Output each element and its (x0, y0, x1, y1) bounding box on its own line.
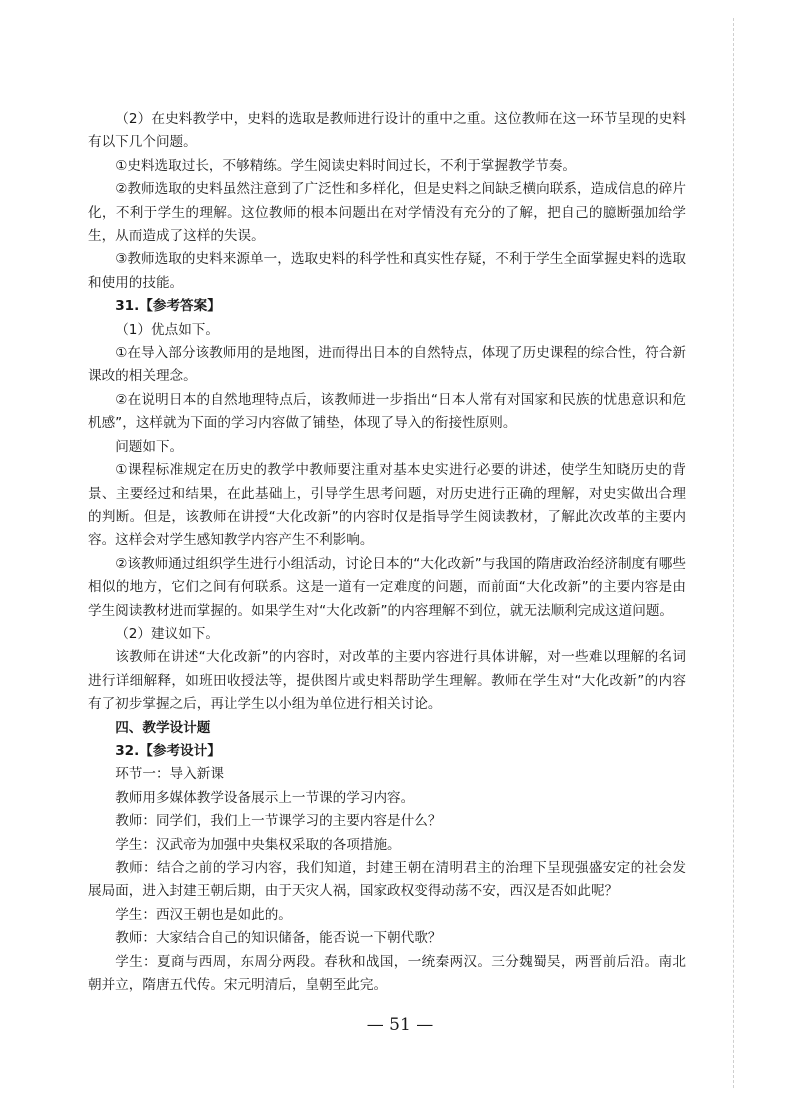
paragraph: ②教师选取的史料虽然注意到了广泛性和多样化，但是史料之间缺乏横向联系，造成信息的碎片化，不利于学生的理解。这位教师的根本问题出在对学情没有充分的了解，把自己的臆断强加给学生，从而造成了这样的失误。 (88, 181, 686, 245)
section-heading: 32.【参考设计】 (115, 742, 221, 759)
paragraph: （1）优点如下。 (115, 321, 219, 338)
paragraph: 教师：同学们，我们上一节课学习的主要内容是什么？ (115, 813, 442, 830)
paragraph: 学生：汉武帝为加强中央集权采取的各项措施。 (115, 836, 401, 853)
page-edge-line (733, 18, 734, 1088)
document-body (88, 108, 686, 997)
section-heading: 四、教学设计题 (115, 719, 211, 736)
paragraph: （2）在史料教学中，史料的选取是教师进行设计的重中之重。这位教师在这一环节呈现的史料有以下几个问题。 (88, 111, 686, 151)
paragraph: 学生：西汉王朝也是如此的。 (115, 906, 292, 923)
page-number: — 51 — (366, 1015, 434, 1035)
paragraph: 环节一：导入新课 (115, 766, 224, 783)
paragraph: 教师：大家结合自己的知识储备，能否说一下朝代歌？ (115, 930, 442, 947)
paragraph: 学生：夏商与西周，东周分两段。春秋和战国，一统秦两汉。三分魏蜀吴，两晋前后沿。南北朝并立，隋唐五代传。宋元明清后，皇朝至此完。 (88, 953, 686, 994)
paragraph: （2）建议如下。 (115, 625, 219, 642)
paragraph: ③教师选取的史料来源单一，选取史料的科学性和真实性存疑，不利于学生全面掌握史料的选取和使用的技能。 (88, 251, 686, 291)
paragraph: ①史料选取过长，不够精练。学生阅读史料时间过长，不利于掌握教学节奏。 (115, 157, 576, 174)
paragraph: 教师用多媒体教学设备展示上一节课的学习内容。 (115, 789, 415, 806)
paragraph: ②在说明日本的自然地理特点后，该教师进一步指出“日本人常有对国家和民族的忧患意识和危机感”，这样就为下面的学习内容做了铺垫，体现了导入的衔接性原则。 (88, 391, 686, 432)
paragraph: ①在导入部分该教师用的是地图，进而得出日本的自然特点，体现了历史课程的综合性，符合新课改的相关理念。 (88, 345, 686, 385)
paragraph: ②该教师通过组织学生进行小组活动，讨论日本的“大化改新”与我国的隋唐政治经济制度有哪些相似的地方，它们之间有何联系。这是一道有一定难度的问题，而前面“大化改新”的主要内容是由学生阅读教材进而掌握的。如果学生对“大化改新”的内容理解不到位，就无法顺利完成这道问题。 (88, 555, 686, 619)
section-heading: 31.【参考答案】 (115, 298, 221, 315)
paragraph: ①课程标准规定在历史的教学中教师要注重对基本史实进行必要的讲述，使学生知晓历史的背景、主要经过和结果，在此基础上，引导学生思考问题，对历史进行正确的理解，对史实做出合理的判断。但是，该教师在讲授“大化改新”的内容时仅是指导学生阅读教材，了解此次改革的主要内容。这样会对学生感知教学内容产生不利影响。 (88, 462, 686, 549)
paragraph: 教师：结合之前的学习内容，我们知道，封建王朝在清明君主的治理下呈现强盛安定的社会发展局面，进入封建王朝后期，由于天灾人祸，国家政权变得动荡不安，西汉是否如此呢？ (88, 860, 686, 900)
paragraph: 该教师在讲述“大化改新”的内容时，对改革的主要内容进行具体讲解，对一些难以理解的名词进行详细解释，如班田收授法等，提供图片或史料帮助学生理解。教师在学生对“大化改新”的内容有了初步掌握之后，再让学生以小组为单位进行相关讨论。 (88, 649, 686, 713)
paragraph: 问题如下。 (115, 438, 184, 455)
